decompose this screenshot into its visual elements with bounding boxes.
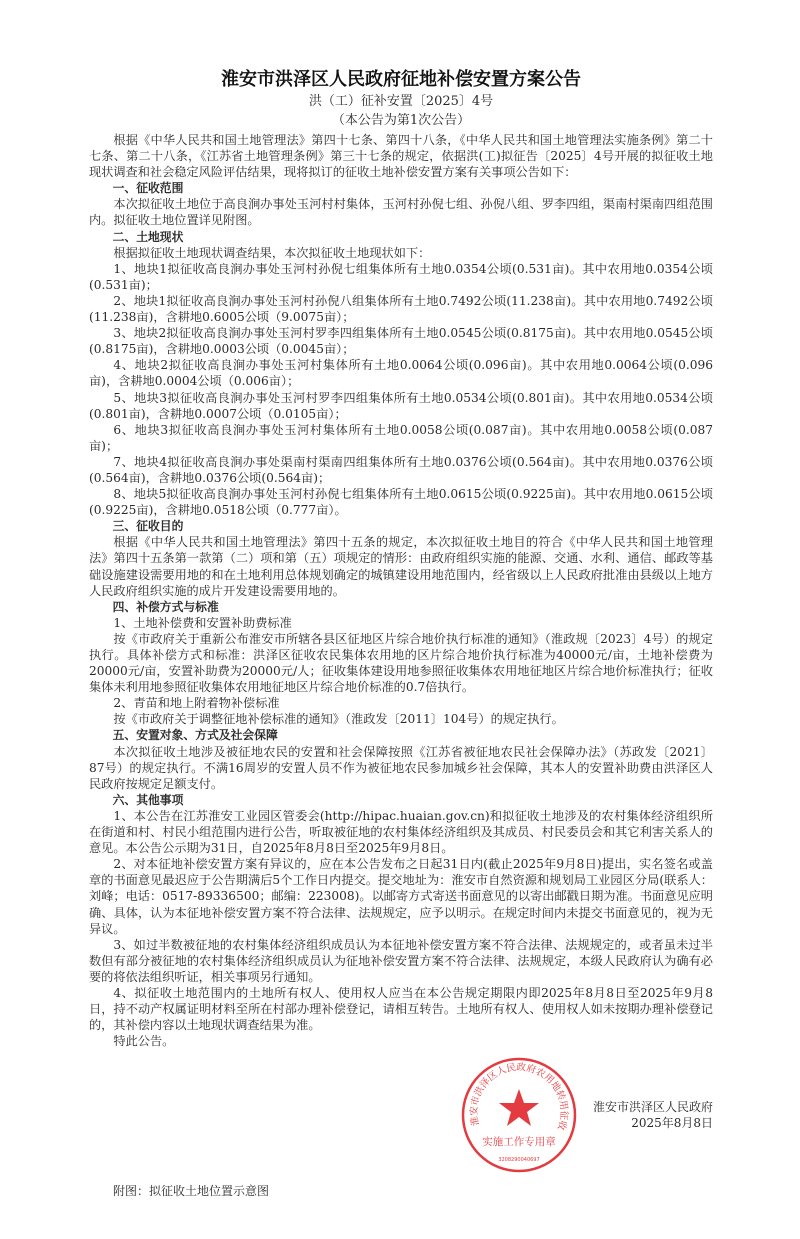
paragraph: 根据《中华人民共和国土地管理法》第四十七条、第四十八条，《中华人民共和国土地管理法实施条例》第二十七条、第二十八条，《江苏省土地管理条例》第三十七条的规定，依据洪(工)拟征告〔2025〕4号开展的拟征收土地现状调查和社会稳定风险评估结果，现将拟订的征收土地补偿安置方案有关事项公告如下： — [89, 133, 713, 180]
section-heading: 一、征收范围 — [112, 181, 184, 196]
paragraph: 8、地块5拟征收高良涧办事处玉河村孙倪七组集体所有土地0.0615公顷(0.9225亩)。其中农用地0.0615公顷(0.9225亩)，含耕地0.0518公顷（0.777亩）。 — [89, 487, 713, 518]
signature-block — [89, 1055, 713, 1175]
paragraph: 1、土地补偿费和安置补助费标准 — [113, 615, 292, 630]
paragraph: 特此公告。 — [113, 1034, 175, 1049]
paragraph: 3、地块2拟征收高良涧办事处玉河村罗李四组集体所有土地0.0545公顷(0.8175亩)。其中农用地0.0545公顷(0.8175亩)，含耕地0.0003公顷（0.0045亩）； — [89, 326, 713, 357]
paragraph: 2、对本征地补偿安置方案有异议的，应在本公告发布之日起31日内(截止2025年9月8日)提出，实名签名或盖章的书面意见最迟应于公告期满后5个工作日内提交。提交地址为：淮安市自然资源和规划局工业园区分局(联系人：刘峰；电话：0517-89336500；邮编：223008)。以邮寄方式寄送书面意见的以寄出邮戳日期为准。书面意见应明确、具体，认为本征地补偿安置方案不符合法律、法规规定，应予以明示。在规定时间内未提交书面意见的，视为无异议。 — [89, 857, 713, 936]
paragraph: 按《市政府关于重新公布淮安市所辖各县区征地区片综合地价执行标准的通知》（淮政规〔2023〕4号）的规定执行。具体补偿方式和标准：洪泽区征收农民集体农用地的区片综合地价执行标准为40000元/亩，土地补偿费为20000元/亩，安置补助费为20000元/人；征收集体建设用地参照征收集体农用地征地区片综合地价标准执行；征收集体未利用地参照征收集体农用地征地区片综合地价标准的0.7倍执行。 — [89, 631, 713, 695]
section-heading: 三、征收目的 — [112, 519, 184, 534]
paragraph: 本次拟征收土地位于高良涧办事处玉河村村集体，玉河村孙倪七组、孙倪八组、罗李四组，渠南村渠南四组范围内。拟征收土地位置详见附图。 — [89, 197, 713, 228]
paragraph: 根据拟征收土地现状调查结果，本次拟征收土地现状如下： — [113, 245, 431, 260]
paragraph: 3、如过半数被征地的农村集体经济组织成员认为本征地补偿安置方案不符合法律、法规规定的，或者虽未过半数但有部分被征地的农村集体经济组织成员认为征地补偿安置方案不符合法律、法规规定，本级人民政府认为确有必要的将依法组织听证，相关事项另行通知。 — [89, 937, 713, 984]
paragraph: 2、青苗和地上附着物补偿标准 — [113, 696, 280, 711]
seal-star-icon — [499, 1089, 539, 1126]
document-number: 洪（工）征补安置〔2025〕4号 — [308, 94, 494, 109]
paragraph: 7、地块4拟征收高良涧办事处渠南村渠南四组集体所有土地0.0376公顷(0.564亩)。其中农用地0.0376公顷(0.564亩)，含耕地0.0376公顷(0.564亩)； — [89, 454, 713, 485]
paragraph: 1、本公告在江苏淮安工业园区管委会(http://hipac.huaian.gov.cn)和拟征收土地涉及的农村集体经济组织所在街道和村、村民小组范围内进行公告，听取被征地的农村集体经济组织及其成员、村民委员会和其它利害关系人的意见。本公告公示期为31日，自2025年8月8日至2025年9月8日。 — [89, 808, 713, 856]
section-heading: 二、土地现状 — [112, 229, 184, 244]
paragraph: 1、地块1拟征收高良涧办事处玉河村孙倪七组集体所有土地0.0354公顷(0.531亩)。其中农用地0.0354公顷(0.531亩)； — [89, 261, 713, 292]
section-heading: 六、其他事项 — [112, 792, 184, 807]
paragraph: 根据《中华人民共和国土地管理法》第四十五条的规定，本次拟征收土地目的符合《中华人民共和国土地管理法》第四十五条第一款第（二）项和第（五）项规定的情形：由政府组织实施的能源、交通、水利、通信、邮政等基础设施建设需要用地的和在土地利用总体规划确定的城镇建设用地范围内，经省级以上人民政府批准由县级以上地方人民政府组织实施的成片开发建设需要用地的。 — [89, 535, 713, 598]
paragraph: 5、地块3拟征收高良涧办事处玉河村罗李四组集体所有土地0.0534公顷(0.801亩)。其中农用地0.0534公顷(0.801亩)，含耕地0.0007公顷（0.0105亩）； — [89, 390, 713, 421]
issue-date: 2025年8月8日 — [631, 1116, 713, 1131]
paragraph: 2、地块1拟征收高良涧办事处玉河村孙倪八组集体所有土地0.7492公顷(11.238亩)。其中农用地0.7492公顷(11.238亩)，含耕地0.6005公顷（9.0075亩）； — [89, 293, 713, 325]
section-heading: 四、补偿方式与标准 — [112, 599, 219, 614]
paragraph: 4、地块2拟征收高良涧办事处玉河村集体所有土地0.0064公顷(0.096亩)。其中农用地0.0064公顷(0.096亩)，含耕地0.0004公顷（0.006亩）； — [89, 358, 713, 389]
announcement-round: （本公告为第1次公告） — [331, 113, 471, 128]
issuer-name: 淮安市洪泽区人民政府 — [592, 1100, 713, 1115]
seal-arc-text: 淮安市洪泽区人民政府农用地转用征收 — [468, 1062, 570, 1132]
paragraph: 本次拟征收土地涉及被征地农民的安置和社会保障按照《江苏省被征地农民社会保障办法》（苏政发〔2021〕87号）的规定执行。不满16周岁的安置人员不作为被征地农民参加城乡社会保障，其本人的安置补助费由洪泽区人民政府按规定足额支付。 — [89, 744, 713, 791]
paragraph: 4、拟征收土地范围内的土地所有权人、使用权人应当在本公告规定期限内即2025年8月8日至2025年9月8日，持不动产权属证明材料至所在村部办理补偿登记，请相互转告。土地所有权人、使用权人如未按期办理补偿登记的，其补偿内容以土地现状调查结果为准。 — [89, 985, 713, 1033]
seal-serial: 3208290040697 — [498, 1157, 540, 1164]
document-body — [89, 132, 713, 1049]
attachment-note: 附图：拟征收土地位置示意图 — [113, 1184, 270, 1199]
page-title: 淮安市洪泽区人民政府征地补偿安置方案公告 — [221, 69, 581, 90]
official-seal — [459, 1055, 579, 1175]
paragraph: 6、地块3拟征收高良涧办事处玉河村集体所有土地0.0058公顷(0.087亩)。其中农用地0.0058公顷(0.087亩)； — [89, 422, 713, 453]
section-heading: 五、安置对象、方式及社会保障 — [112, 728, 278, 743]
seal-bottom-text: 实施工作专用章 — [482, 1136, 556, 1149]
paragraph: 按《市政府关于调整征地补偿标准的通知》（淮政发〔2011〕104号）的规定执行。 — [113, 712, 564, 727]
